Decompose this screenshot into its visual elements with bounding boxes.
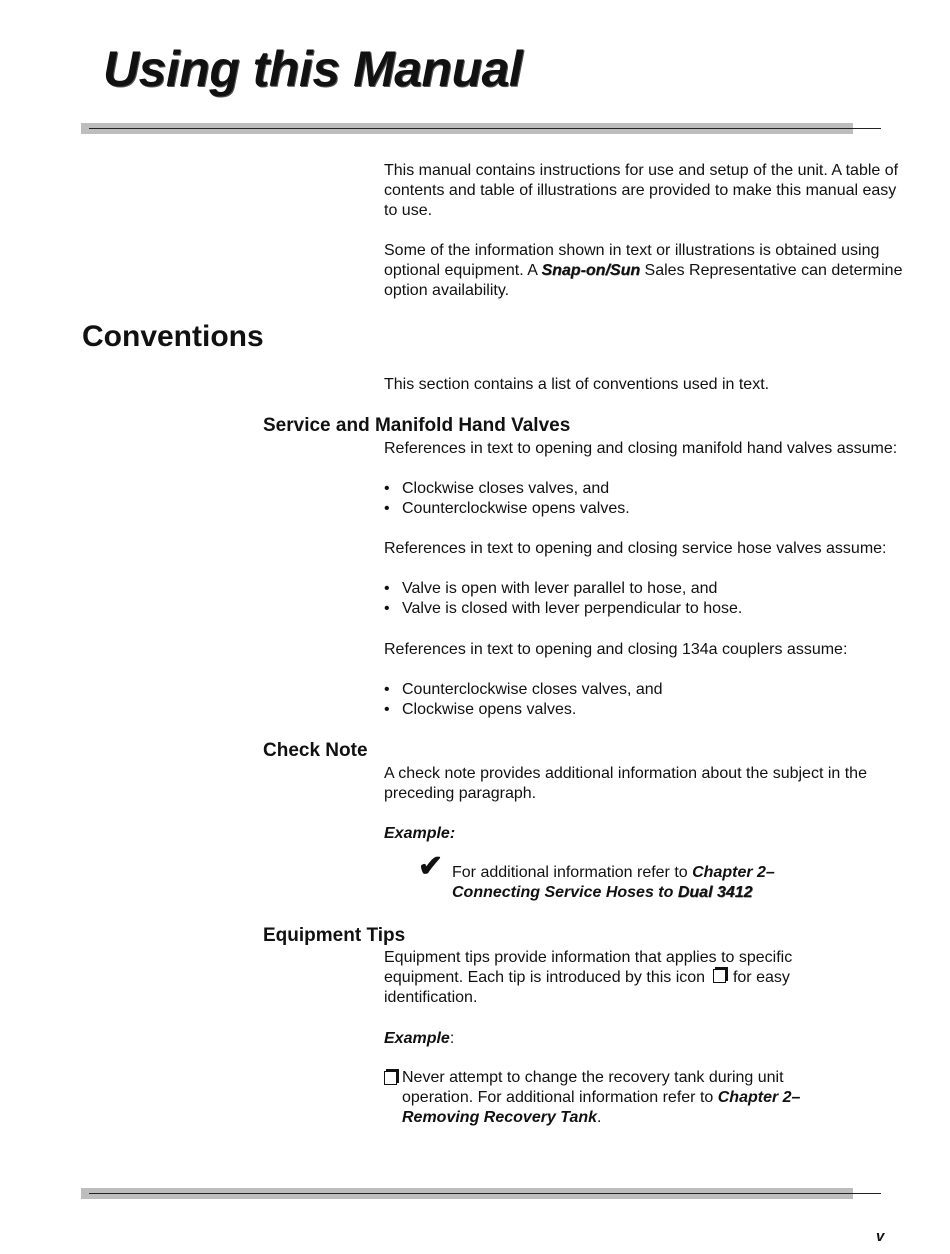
page-number: v xyxy=(876,1228,885,1245)
hose-intro: References in text to opening and closing service hose valves assume: xyxy=(384,540,887,557)
page-title: Using this Manual xyxy=(103,41,523,97)
conventions-intro: This section contains a list of conventions used in text. xyxy=(384,376,770,393)
equipment-tips-description xyxy=(384,948,854,1008)
list-item: • Counterclockwise opens valves. xyxy=(384,499,904,519)
example-label: Example xyxy=(384,1030,450,1047)
tip-text: Never attempt to change the recovery tank during unit operation. For additional information refer to xyxy=(402,1069,784,1106)
coupler-intro: References in text to opening and closing 134a couplers assume: xyxy=(384,641,848,658)
tip-box-icon xyxy=(713,969,726,983)
list-item: • Valve is open with lever parallel to hose, and xyxy=(384,579,904,599)
check-note-description: A check note provides additional information about the subject in the preceding paragraph. xyxy=(384,765,867,802)
hose-bullets xyxy=(384,579,904,619)
footer-rule xyxy=(81,1188,881,1200)
check-note-heading: Check Note xyxy=(263,740,368,761)
valves-heading: Service and Manifold Hand Valves xyxy=(263,415,571,436)
manifold-intro: References in text to opening and closing manifold hand valves assume: xyxy=(384,440,898,457)
chapter-reference: Chapter 2–Removing Recovery Tank xyxy=(402,1089,801,1126)
conventions-heading: Conventions xyxy=(82,320,264,353)
example-text: For additional information refer to xyxy=(452,864,693,881)
list-item: • Clockwise closes valves, and xyxy=(384,479,904,499)
tip-end: . xyxy=(597,1109,602,1126)
check-note-example-label: Example: xyxy=(384,825,456,842)
coupler-bullets xyxy=(384,680,904,720)
brand-name: Snap-on/Sun xyxy=(541,262,641,279)
intro-paragraph-1: This manual contains instructions for use and setup of the unit. A table of contents and table of illustrations are provided to make this manual easy to use. xyxy=(384,162,899,219)
header-rule xyxy=(81,123,881,135)
list-item: • Clockwise opens valves. xyxy=(384,700,904,720)
tip-box-icon xyxy=(384,1071,397,1085)
tips-text: Equipment tips provide information that applies to specific equipment. Each tip is introduced by this icon xyxy=(384,949,793,986)
tip-body xyxy=(384,1068,854,1128)
chapter-reference: Chapter 2–Connecting Service Hoses to xyxy=(452,864,775,901)
check-mark-icon: ✔ xyxy=(418,850,444,883)
check-note-example xyxy=(452,863,832,903)
intro-text-end: Sales Representative can determine option availability. xyxy=(384,262,903,299)
intro-text: Some of the information shown in text or illustrations is obtained using optional equipment. A xyxy=(384,242,880,279)
list-item: • Valve is closed with lever perpendicular to hose. xyxy=(384,599,904,619)
intro-paragraph-2 xyxy=(384,241,904,301)
product-name: Dual 3412 xyxy=(677,884,753,901)
list-item: • Counterclockwise closes valves, and xyxy=(384,680,904,700)
tips-text-end: for easy identification. xyxy=(384,969,790,1006)
example-colon: : xyxy=(449,1030,455,1047)
manifold-bullets xyxy=(384,479,904,519)
equipment-tip-example xyxy=(384,1068,854,1128)
equipment-tips-example-label xyxy=(384,1029,904,1049)
equipment-tips-heading: Equipment Tips xyxy=(263,925,406,946)
